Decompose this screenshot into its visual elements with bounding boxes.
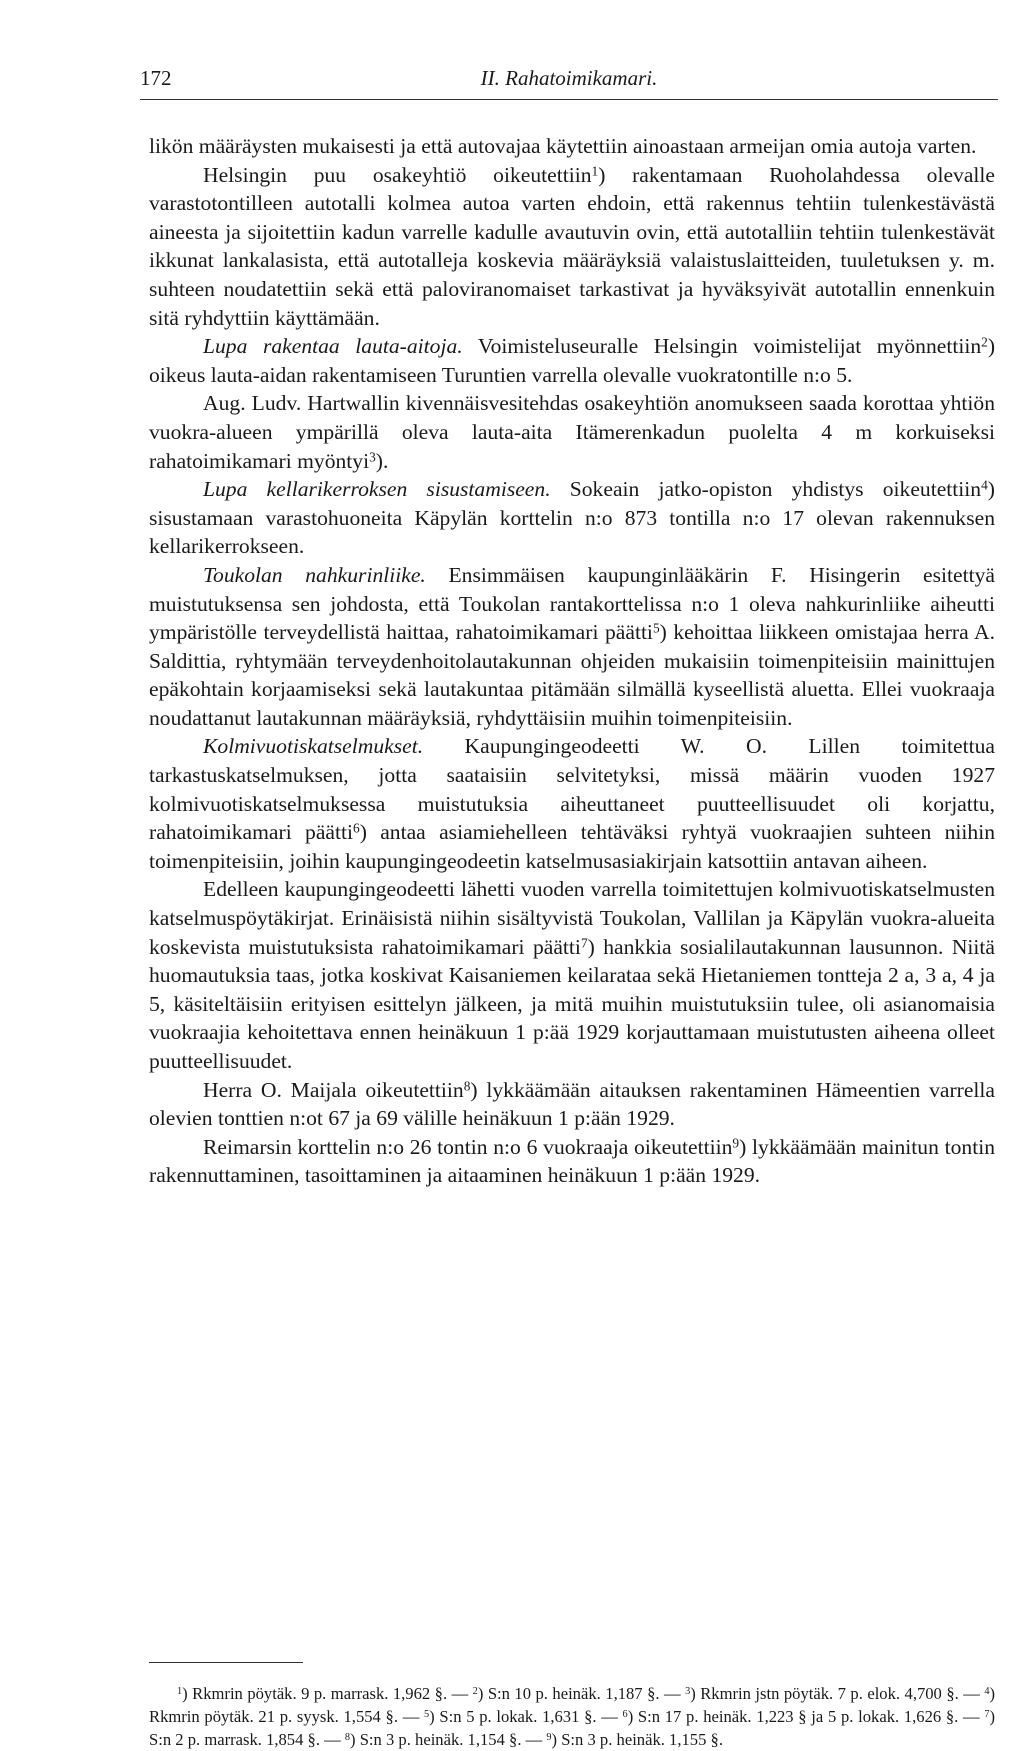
footnote-ref: 8 [463, 1077, 471, 1093]
footnote-mark: 3 [685, 1685, 691, 1697]
body-text [149, 132, 995, 1190]
running-title: II. Rahatoimikamari. [480, 66, 658, 90]
footnote-mark: 7 [984, 1708, 990, 1720]
footnote-mark: 2 [472, 1685, 478, 1697]
paragraph-kellarikerros: Lupa kellarikerroksen sisustamiseen. Sokeain jatko-opiston yhdistys oikeutettiin$^4$) sisustamaan varastohuoneita Käpylän korttelin n:o 873 tontilla n:o 17 olevan rakennuksen kellarikerrokseen. [149, 477, 995, 559]
footnote-ref: 9 [732, 1135, 740, 1151]
paragraph-hartwall: Aug. Ludv. Hartwallin kivennäisvesitehdas osakeyhtiön anomukseen saada korottaa yhtiön vuokra-alueen ympärillä oleva lauta-aita Itämerenkadun puolelta 4 m korkuiseksi rahatoimikamari myöntyi$^3$). [149, 391, 995, 473]
section-heading: Toukolan nahkurinliike. [203, 562, 426, 587]
paragraph-lauta-aitoja: Lupa rakentaa lauta-aitoja. Voimisteluseuralle Helsingin voimistelijat myönnettiin$^2$) oikeus lauta-aidan rakentamiseen Turuntien varrella olevalle vuokratontille n:o 5. [149, 334, 996, 387]
footnote-ref: 2 [981, 334, 988, 350]
footnote-ref: 1 [591, 162, 599, 178]
paragraph-continuation: likön määräysten mukaisesti ja että autovajaa käytettiin ainoastaan armeijan omia autoja varten. [149, 134, 977, 158]
footnote-ref: 6 [353, 820, 360, 836]
footnote-mark: 8 [344, 1731, 351, 1743]
footnotes [149, 1683, 995, 1751]
footnote-ref: 5 [652, 620, 660, 636]
footnote-rule [149, 1662, 303, 1663]
running-header [140, 66, 998, 98]
section-heading: Lupa rakentaa lauta-aitoja. [203, 334, 463, 359]
paragraph-kolmivuotiskatselmukset: Kolmivuotiskatselmukset. Kaupungingeodeetti W. O. Lillen toimitettua tarkastuskatselmuksen, jotta saataisiin selvitetyksi, missä määrin vuoden 1927 kolmivuotiskatselmuksessa muistutuksia aiheuttaneet puutteellisuudet oli korjattu, rahatoimikamari päätti$^6$) antaa asiamiehelleen tehtäväksi ryhtyä vuokraajien suhteen niihin toimenpiteisiin, joihin kaupungingeodeetin katselmusasiakirjain katsottiin antavan aiheen. [149, 734, 995, 873]
footnote-mark: 5 [424, 1708, 430, 1720]
page-number: 172 [140, 66, 172, 90]
section-heading: Lupa kellarikerroksen sisustamiseen. [203, 477, 551, 502]
paragraph-puu-osakeyhtio: Helsingin puu osakeyhtiö oikeutettiin$^1$) rakentamaan Ruoholahdessa olevalle varastotontilleen autotalli kolmea autoa varten ehdoin, että rakennus tehtiin tulenkestävästä aineesta ja sijoitettiin kadun varrelle kadulle avautuvin ovin, että autotalliin tehtiin tulenkestävät ikkunat lankalasista, että autotalleja koskevia määräyksiä valaistuslaitteiden, tuuletuksen y. m. suhteen noudatettiin sekä että paloviranomaiset tarkastivat ja hyväksyivät autotallin ennenkuin sitä ryhdyttiin käyttämään. [149, 162, 995, 330]
footnote-list: $^1$) Rkmrin pöytäk. 9 p. marrask. 1,962 §. — $^2$) S:n 10 p. heinäk. 1,187 §. — $^3$) Rkmrin jstn pöytäk. 7 p. elok. 4,700 §. — $^4$) Rkmrin pöytäk. 21 p. syysk. 1,554 §. — $^5$) S:n 5 p. lokak. 1,631 §. — $^6$) S:n 17 p. heinäk. 1,223 § ja 5 p. lokak. 1,626 §. — $^7$) S:n 2 p. marrask. 1,854 §. — $^8$) S:n 3 p. heinäk. 1,154 §. — $^9$) S:n 3 p. heinäk. 1,155 §. [149, 1684, 995, 1749]
footnote-mark: 1 [177, 1685, 183, 1697]
paragraph-katselmuspoytakirjat: Edelleen kaupungingeodeetti lähetti vuoden varrella toimitettujen kolmivuotiskatselmusten katselmuspöytäkirjat. Erinäisistä niihin sisältyvistä Toukolan, Vallilan ja Käpylän vuokra-alueita koskevista muistutuksista rahatoimikamari päätti$^7$) hankkia sosialilautakunnan lausunnon. Niitä huomautuksia taas, jotka koskivat Kaisaniemen keilarataa sekä Hietaniemen tontteja 2 a, 3 a, 4 ja 5, käsiteltäisiin erityisen esittelyn jälkeen, ja mitä muihin muistutuksiin tulee, oli asianomaisia vuokraajia kehoitettava ennen heinäkuun 1 p:ää 1929 korjauttamaan muistutusten aiheena olleet puutteellisuudet. [149, 877, 995, 1073]
header-rule [140, 99, 998, 100]
footnote-mark: 9 [546, 1731, 552, 1743]
footnote-mark: 6 [622, 1708, 628, 1720]
footnote-ref: 3 [369, 448, 376, 464]
footnote-ref: 7 [580, 934, 588, 950]
section-heading: Kolmivuotiskatselmukset. [203, 734, 424, 759]
paragraph-reimarsin: Reimarsin korttelin n:o 26 tontin n:o 6 vuokraaja oikeutettiin$^9$) lykkäämään mainitun tontin rakennuttaminen, tasoittaminen ja aitaaminen heinäkuun 1 p:ään 1929. [149, 1134, 996, 1188]
footnote-mark: 4 [984, 1685, 990, 1697]
footnote-ref: 4 [981, 477, 988, 493]
paragraph-nahkurinliike: Toukolan nahkurinliike. Ensimmäisen kaupunginlääkärin F. Hisingerin esitettyä muistutuksensa sen johdosta, että Toukolan rantakorttelissa n:o 1 oleva nahkurinliike aiheutti ympäristölle terveydellistä haittaa, rahatoimikamari päätti$^5$) kehoittaa liikkeen omistajaa herra A. Saldittia, ryhtymään terveydenhoitolautakunnan ohjeiden mukaisiin toimenpiteisiin mainittujen epäkohtain korjaamiseksi sekä lautakuntaa pitämään silmällä kyseellistä aluetta. Ellei vuokraaja noudattanut lautakunnan määräyksiä, ryhdyttäisiin muihin toimenpiteisiin. [149, 562, 995, 730]
paragraph-maijala: Herra O. Maijala oikeutettiin$^8$) lykkäämään aitauksen rakentaminen Hämeentien varrella olevien tonttien n:ot 67 ja 69 välille heinäkuun 1 p:ään 1929. [149, 1077, 996, 1131]
